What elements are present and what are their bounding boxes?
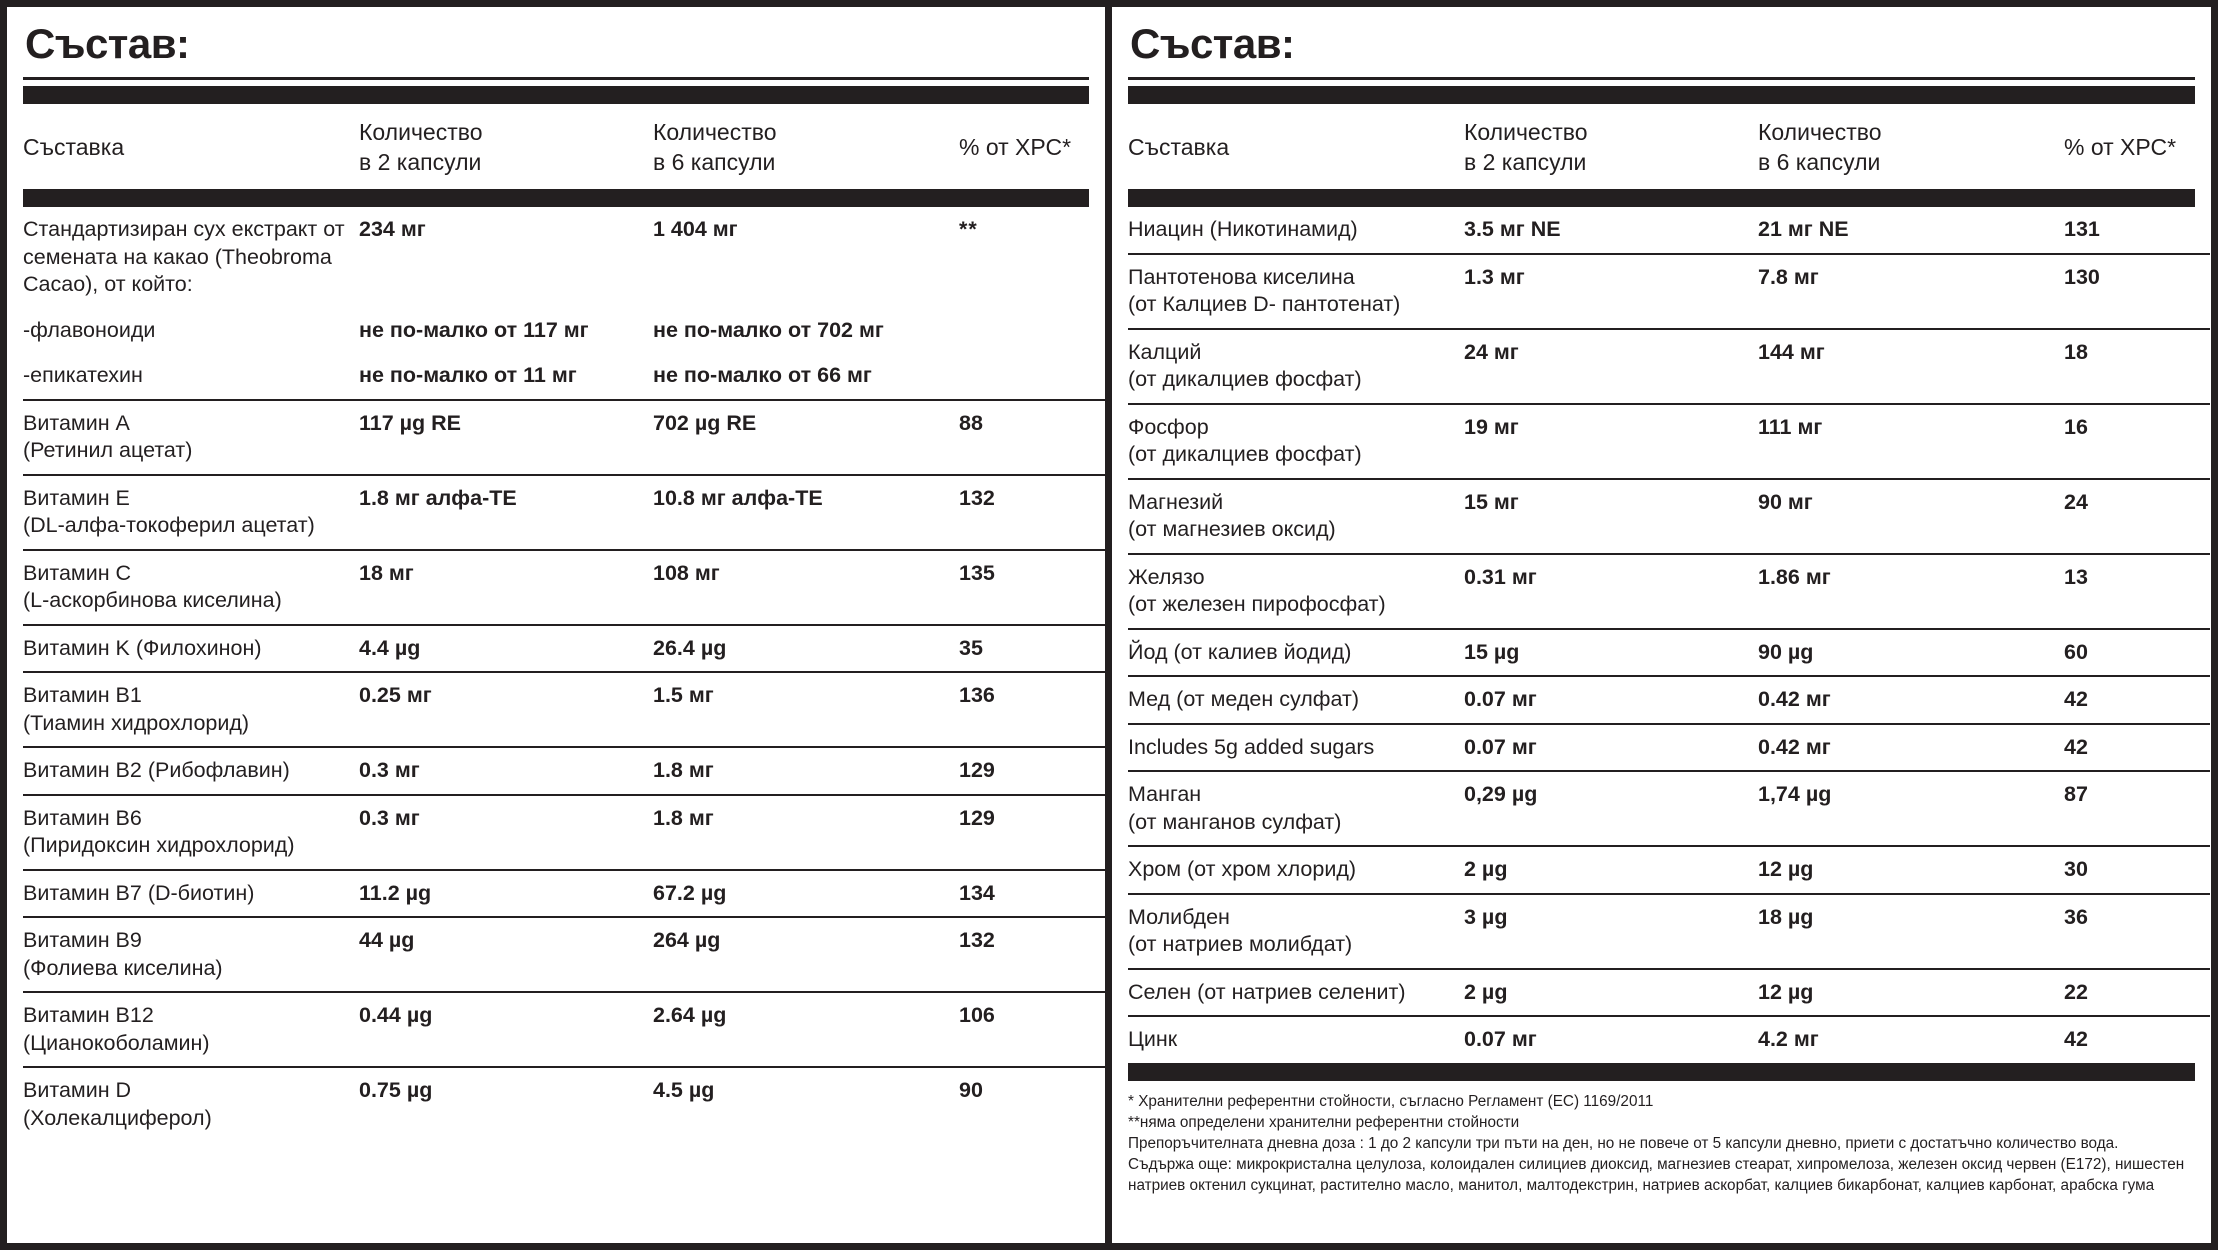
row-ingredient-source: (Холекалциферол) bbox=[23, 1105, 212, 1130]
right-header-bar bbox=[1128, 86, 2195, 104]
row-ingredient-source: (от дикалциев фосфат) bbox=[1128, 442, 1362, 467]
row-ingredient: Витамин B2 (Рибофлавин) bbox=[23, 747, 359, 795]
table-row bbox=[23, 207, 1105, 308]
left-col-ingredient: Съставка bbox=[23, 133, 125, 160]
row-ingredient: Ниацин (Никотинамид) bbox=[1128, 207, 1464, 254]
row-qty6: 26.4 µg bbox=[653, 625, 959, 673]
row-qty2: 4.4 µg bbox=[359, 625, 653, 673]
row-qty2: 15 мг bbox=[1464, 479, 1758, 554]
row-ingredient-source: (Тиамин хидрохлорид) bbox=[23, 710, 250, 735]
right-table-header-row bbox=[1128, 104, 2210, 189]
row-ingredient-source: (Цианокоболамин) bbox=[23, 1030, 210, 1055]
right-footnote-divider-bar bbox=[1128, 1063, 2195, 1081]
footnote-no-nrv-defined: **няма определени хранителни референтни стойности bbox=[1128, 1114, 1520, 1131]
row-qty6: 90 µg bbox=[1758, 629, 2064, 677]
table-row bbox=[1128, 554, 2210, 629]
row-ingredient bbox=[1128, 479, 1464, 554]
row-ingredient bbox=[1128, 404, 1464, 479]
row-ingredient bbox=[23, 550, 359, 625]
row-ingredient bbox=[1128, 254, 1464, 329]
row-qty2: 0,29 µg bbox=[1464, 771, 1758, 846]
row-qty6: 10.8 мг алфа-TE bbox=[653, 475, 959, 550]
row-ingredient-name: Витамин D bbox=[23, 1078, 132, 1103]
left-col-qty2 bbox=[359, 104, 653, 189]
row-qty6: не по-малко от 66 мг bbox=[653, 353, 959, 400]
row-qty6: 1 404 мг bbox=[653, 217, 738, 242]
right-panel-title: Състав: bbox=[1130, 20, 1295, 67]
row-ingredient: Мед (от меден сулфат) bbox=[1128, 676, 1464, 724]
row-qty2: 0.07 мг bbox=[1464, 1027, 1537, 1052]
row-ingredient-source: (от железен пирофосфат) bbox=[1128, 592, 1386, 617]
row-ingredient bbox=[1128, 771, 1464, 846]
row-qty2: 0.07 мг bbox=[1464, 724, 1758, 772]
row-ingredient-source: (L-аскорбинова киселина) bbox=[23, 588, 282, 613]
left-col-nrv: % от ХРС* bbox=[959, 133, 1072, 160]
table-row bbox=[1128, 846, 2210, 894]
row-qty6: 1.86 мг bbox=[1758, 554, 2064, 629]
row-nrv: 134 bbox=[959, 870, 1105, 918]
left-panel-title: Състав: bbox=[25, 20, 190, 67]
row-nrv: 135 bbox=[959, 550, 1105, 625]
footnote-other-ingredients: Съдържа още: микрокристална целулоза, колоидален силициев диоксид, магнезиев стеарат, хипромелоза, железен оксид червен (E172), нишестен натриев октенил сукцинат, растително масло, манитол, малтодекстрин, натриев аскорбат, калциев бикарбонат, калциев карбонат, арабска гума bbox=[1128, 1156, 2185, 1195]
table-row bbox=[1128, 724, 2210, 772]
row-qty2: 2 µg bbox=[1464, 846, 1758, 894]
row-qty6: 1,74 µg bbox=[1758, 771, 2064, 846]
row-nrv: 131 bbox=[2064, 207, 2210, 254]
row-nrv: 88 bbox=[959, 400, 1105, 475]
table-row bbox=[1128, 1016, 2210, 1063]
row-ingredient: Includes 5g added sugars bbox=[1128, 724, 1464, 772]
row-ingredient-source: (Пиридоксин хидрохлорид) bbox=[23, 833, 295, 858]
left-col-qty6-line2: в 6 капсули bbox=[653, 148, 776, 175]
row-ingredient-source: (от дикалциев фосфат) bbox=[1128, 367, 1362, 392]
footnotes-block bbox=[1128, 1081, 2195, 1197]
row-qty2: 18 мг bbox=[359, 550, 653, 625]
row-nrv bbox=[959, 353, 1105, 400]
row-qty6: 0.42 мг bbox=[1758, 676, 2064, 724]
row-ingredient bbox=[23, 475, 359, 550]
table-row bbox=[1128, 676, 2210, 724]
table-row bbox=[1128, 894, 2210, 969]
row-nrv: 87 bbox=[2064, 771, 2210, 846]
row-ingredient: Витамин B7 (D-биотин) bbox=[23, 870, 359, 918]
right-col-qty6 bbox=[1758, 104, 2064, 189]
row-ingredient-name: Манган bbox=[1128, 782, 1202, 807]
left-header-bar bbox=[23, 86, 1089, 104]
row-ingredient-name: Витамин E bbox=[23, 485, 130, 510]
row-qty2: 0.3 мг bbox=[359, 747, 653, 795]
table-row bbox=[23, 475, 1105, 550]
row-nrv bbox=[959, 308, 1105, 354]
row-nrv: 42 bbox=[2064, 1027, 2088, 1052]
row-ingredient-source: (от Калциев D- пантотенат) bbox=[1128, 292, 1401, 317]
right-composition-table bbox=[1128, 104, 2210, 189]
left-col-qty6 bbox=[653, 104, 959, 189]
row-ingredient-name: Витамин A bbox=[23, 410, 130, 435]
row-ingredient bbox=[23, 992, 359, 1067]
row-ingredient bbox=[23, 400, 359, 475]
left-header-bottom-bar bbox=[23, 189, 1089, 207]
row-qty6: 264 µg bbox=[653, 917, 959, 992]
row-qty6: 1.8 мг bbox=[653, 747, 959, 795]
row-ingredient bbox=[23, 795, 359, 870]
row-qty2: 24 мг bbox=[1464, 329, 1758, 404]
row-qty6: 108 мг bbox=[653, 550, 959, 625]
row-nrv: 24 bbox=[2064, 479, 2210, 554]
right-col-qty2 bbox=[1464, 104, 1758, 189]
row-nrv: 42 bbox=[2064, 724, 2210, 772]
table-row bbox=[23, 747, 1105, 795]
row-ingredient bbox=[1128, 554, 1464, 629]
row-nrv: 129 bbox=[959, 795, 1105, 870]
row-ingredient: Витамин K (Филохинон) bbox=[23, 625, 359, 673]
row-qty2: 2 µg bbox=[1464, 969, 1758, 1017]
row-ingredient-name: Молибден bbox=[1128, 904, 1230, 929]
row-qty6: 12 µg bbox=[1758, 846, 2064, 894]
row-ingredient-name: Витамин B6 bbox=[23, 805, 142, 830]
left-col-qty2-line2: в 2 капсули bbox=[359, 148, 482, 175]
table-row bbox=[1128, 771, 2210, 846]
row-qty6: 2.64 µg bbox=[653, 992, 959, 1067]
row-qty2: 117 µg RE bbox=[359, 400, 653, 475]
table-row bbox=[1128, 404, 2210, 479]
row-nrv: 130 bbox=[2064, 254, 2210, 329]
row-ingredient-name: Витамин B1 bbox=[23, 683, 142, 708]
row-nrv: ** bbox=[959, 217, 978, 242]
row-ingredient-name: Пантотенова киселина bbox=[1128, 264, 1355, 289]
table-row bbox=[23, 672, 1105, 747]
right-header-bottom-bar bbox=[1128, 189, 2195, 207]
right-col-qty2-line2: в 2 капсули bbox=[1464, 148, 1587, 175]
row-qty6: не по-малко от 702 мг bbox=[653, 317, 884, 342]
table-row bbox=[23, 917, 1105, 992]
row-qty2: не по-малко от 11 мг bbox=[359, 353, 653, 400]
row-ingredient: Стандартизиран сух екстракт от семената на какао (Theobroma Cacao), от който: bbox=[23, 217, 345, 297]
row-qty2: 15 µg bbox=[1464, 629, 1758, 677]
right-col-qty2-line1: Количество bbox=[1464, 119, 1588, 146]
row-nrv: 129 bbox=[959, 747, 1105, 795]
row-ingredient-source: (от магнезиев оксид) bbox=[1128, 517, 1336, 542]
row-nrv: 18 bbox=[2064, 329, 2210, 404]
row-qty2: 0.75 µg bbox=[359, 1078, 433, 1103]
row-qty6: 67.2 µg bbox=[653, 870, 959, 918]
row-qty2: 11.2 µg bbox=[359, 870, 653, 918]
right-col-nrv: % от ХРС* bbox=[2064, 133, 2177, 160]
row-nrv: 13 bbox=[2064, 554, 2210, 629]
table-row bbox=[1128, 969, 2210, 1017]
row-ingredient bbox=[23, 672, 359, 747]
row-ingredient-source: (Ретинил ацетат) bbox=[23, 438, 193, 463]
row-ingredient-name: Желязо bbox=[1128, 564, 1205, 589]
row-qty2: 44 µg bbox=[359, 917, 653, 992]
row-ingredient: Селен (от натриев селенит) bbox=[1128, 969, 1464, 1017]
row-ingredient-source: (от натриев молибдат) bbox=[1128, 932, 1353, 957]
row-nrv: 22 bbox=[2064, 969, 2210, 1017]
row-ingredient-source: (Фолиева киселина) bbox=[23, 955, 223, 980]
footnote-nrv-reference: * Хранителни референтни стойности, съгласно Регламент (ЕС) 1169/2011 bbox=[1128, 1092, 1654, 1110]
row-qty2: 0.31 мг bbox=[1464, 554, 1758, 629]
row-nrv: 35 bbox=[959, 625, 1105, 673]
footnote-recommended-dose: Препоръчителната дневна доза : 1 до 2 капсули три пъти на ден, но не повече от 5 капсули дневно, приети с достатъчно количество вода. bbox=[1128, 1135, 2119, 1153]
row-qty2: 0.07 мг bbox=[1464, 676, 1758, 724]
right-composition-panel bbox=[1112, 0, 2218, 1250]
row-ingredient: -епикатехин bbox=[23, 353, 359, 400]
row-nrv: 60 bbox=[2064, 629, 2210, 677]
row-qty2: 0.25 мг bbox=[359, 672, 653, 747]
right-composition-body bbox=[1128, 207, 2210, 1063]
row-ingredient-name: Витамин B12 bbox=[23, 1003, 154, 1028]
row-qty2: 1.8 мг алфа-TE bbox=[359, 475, 653, 550]
row-qty6: 1.5 мг bbox=[653, 672, 959, 747]
row-nrv: 106 bbox=[959, 992, 1105, 1067]
table-row bbox=[23, 870, 1105, 918]
table-row bbox=[23, 1067, 1105, 1141]
row-qty2: 234 мг bbox=[359, 217, 426, 242]
row-qty2: 0.44 µg bbox=[359, 992, 653, 1067]
table-row bbox=[1128, 207, 2210, 254]
row-qty2: 3 µg bbox=[1464, 894, 1758, 969]
left-col-qty6-line1: Количество bbox=[653, 119, 777, 146]
row-qty6: 702 µg RE bbox=[653, 400, 959, 475]
row-qty6: 7.8 мг bbox=[1758, 254, 2064, 329]
row-qty2: 3.5 мг NE bbox=[1464, 207, 1758, 254]
row-qty2: 19 мг bbox=[1464, 404, 1758, 479]
row-ingredient-name: Фосфор bbox=[1128, 414, 1209, 439]
row-qty6: 111 мг bbox=[1758, 404, 2064, 479]
table-row bbox=[1128, 329, 2210, 404]
right-col-qty6-line2: в 6 капсули bbox=[1758, 148, 1881, 175]
row-nrv: 132 bbox=[959, 917, 1105, 992]
row-ingredient: Хром (от хром хлорид) bbox=[1128, 846, 1464, 894]
row-qty6: 0.42 мг bbox=[1758, 724, 2064, 772]
table-row bbox=[23, 400, 1105, 475]
table-row bbox=[1128, 254, 2210, 329]
row-qty2: не по-малко от 117 мг bbox=[359, 317, 589, 342]
row-qty6: 18 µg bbox=[1758, 894, 2064, 969]
row-nrv: 36 bbox=[2064, 894, 2210, 969]
row-ingredient-source: (от манганов сулфат) bbox=[1128, 809, 1342, 834]
left-col-qty2-line1: Количество bbox=[359, 119, 483, 146]
row-nrv: 132 bbox=[959, 475, 1105, 550]
row-ingredient-source: (DL-алфа-токоферил ацетат) bbox=[23, 513, 315, 538]
left-table-header-row bbox=[23, 104, 1105, 189]
table-row bbox=[23, 550, 1105, 625]
row-ingredient: Цинк bbox=[1128, 1027, 1178, 1052]
row-ingredient-name: Магнезий bbox=[1128, 489, 1224, 514]
row-qty6: 1.8 мг bbox=[653, 795, 959, 870]
row-ingredient bbox=[1128, 894, 1464, 969]
row-qty6: 4.5 µg bbox=[653, 1078, 715, 1103]
row-nrv: 42 bbox=[2064, 676, 2210, 724]
row-ingredient bbox=[1128, 329, 1464, 404]
row-qty6: 144 мг bbox=[1758, 329, 2064, 404]
row-qty2: 0.3 мг bbox=[359, 795, 653, 870]
table-row bbox=[23, 795, 1105, 870]
right-col-qty6-line1: Количество bbox=[1758, 119, 1882, 146]
table-row bbox=[23, 625, 1105, 673]
row-qty6: 4.2 мг bbox=[1758, 1027, 1819, 1052]
row-ingredient bbox=[23, 917, 359, 992]
table-row bbox=[23, 992, 1105, 1067]
row-nrv: 90 bbox=[959, 1078, 983, 1103]
row-ingredient-name: Витамин B9 bbox=[23, 928, 142, 953]
row-qty6: 21 мг NE bbox=[1758, 207, 2064, 254]
row-qty6: 90 мг bbox=[1758, 479, 2064, 554]
table-row bbox=[23, 353, 1105, 400]
row-qty6: 12 µg bbox=[1758, 969, 2064, 1017]
row-qty2: 1.3 мг bbox=[1464, 254, 1758, 329]
table-row bbox=[1128, 479, 2210, 554]
row-ingredient: Йод (от калиев йодид) bbox=[1128, 629, 1464, 677]
row-nrv: 16 bbox=[2064, 404, 2210, 479]
row-ingredient: -флавоноиди bbox=[23, 317, 156, 342]
row-ingredient-name: Витамин C bbox=[23, 560, 132, 585]
left-composition-body bbox=[23, 207, 1105, 1141]
table-row bbox=[1128, 629, 2210, 677]
right-col-ingredient: Съставка bbox=[1128, 133, 1230, 160]
table-row bbox=[23, 308, 1105, 354]
row-ingredient-name: Калций bbox=[1128, 339, 1202, 364]
row-ingredient bbox=[23, 1067, 359, 1141]
row-nrv: 136 bbox=[959, 672, 1105, 747]
left-composition-table bbox=[23, 104, 1105, 189]
row-nrv: 30 bbox=[2064, 846, 2210, 894]
